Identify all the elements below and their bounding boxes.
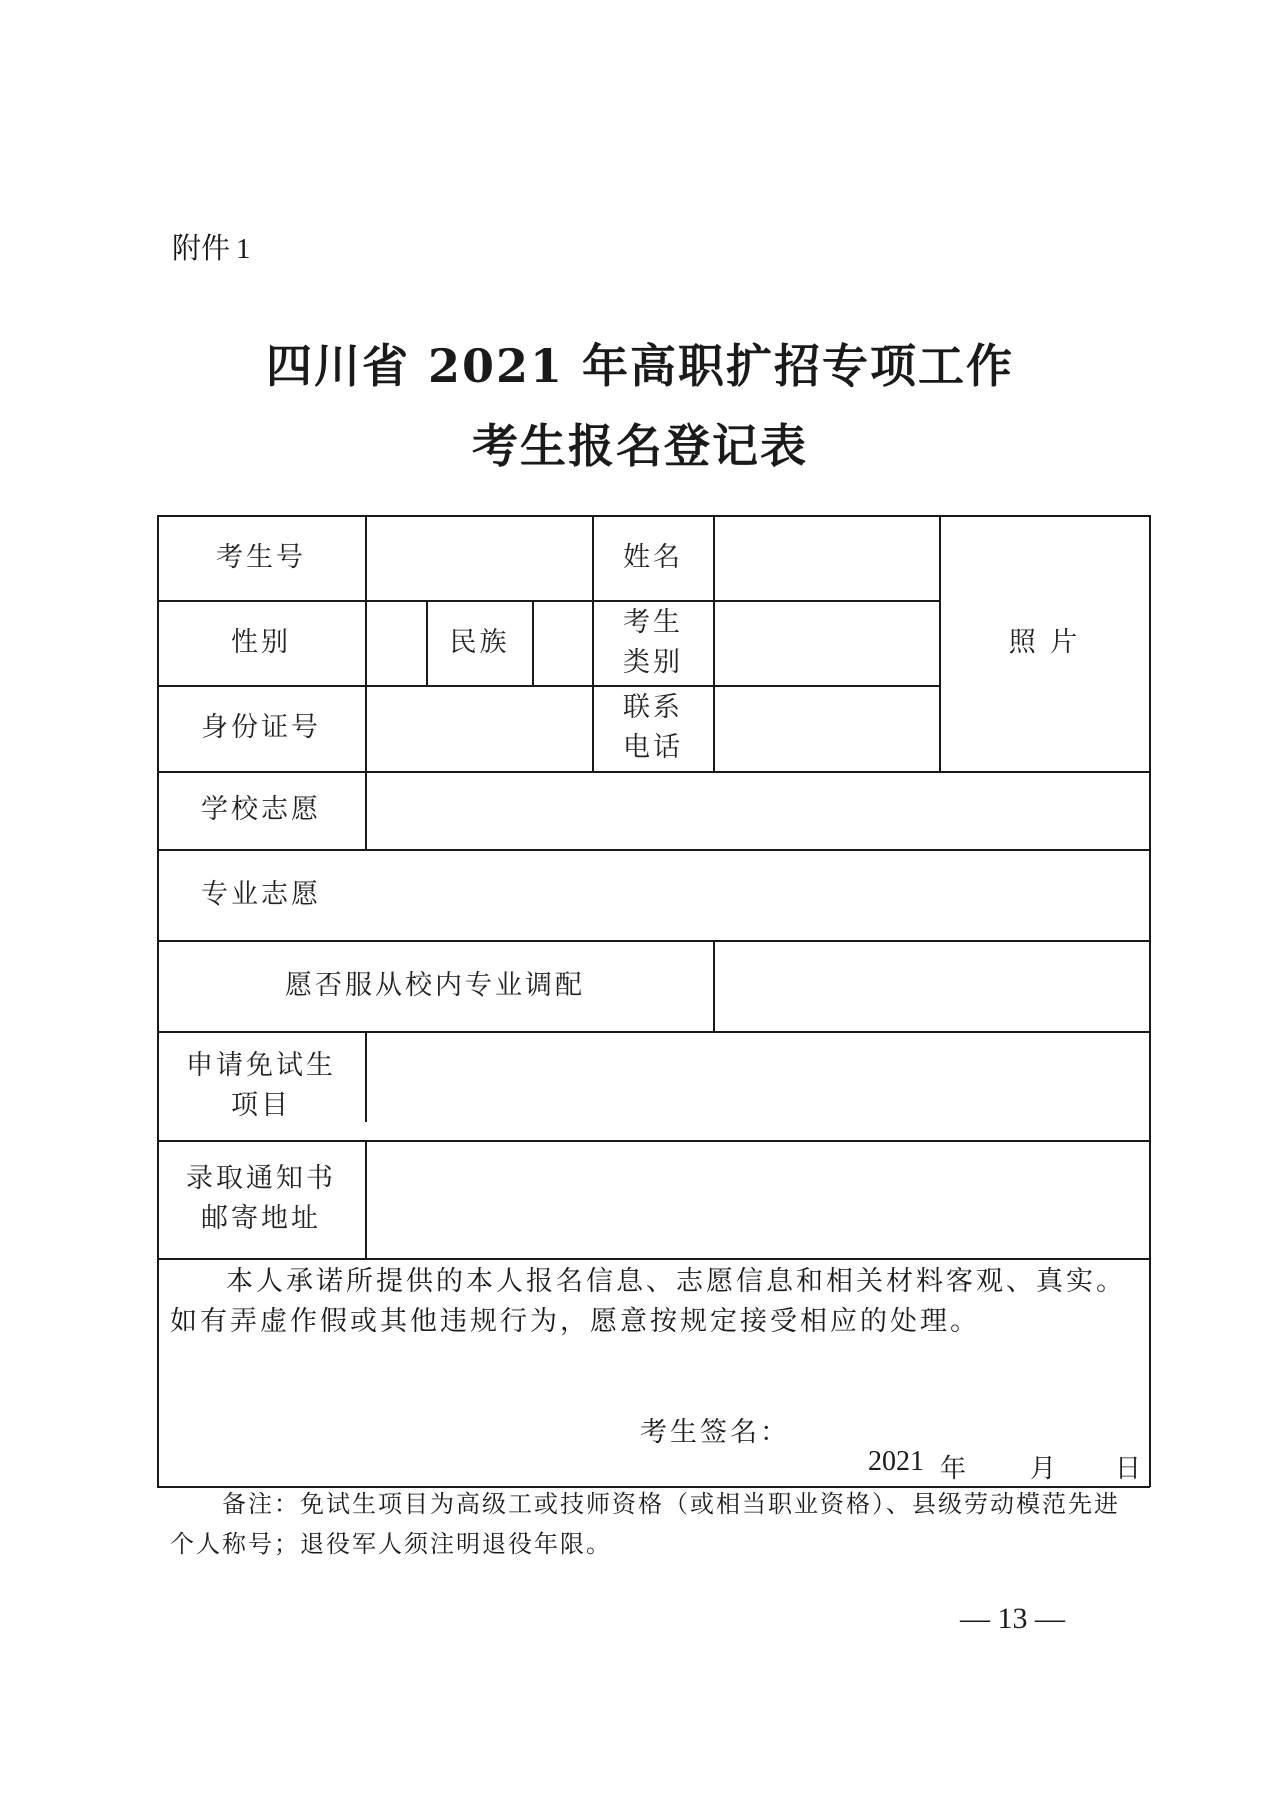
name-field[interactable] bbox=[714, 515, 939, 600]
ethnicity-label: 民族 bbox=[449, 626, 510, 658]
pledge-text: 本人承诺所提供的本人报名信息、志愿信息和相关材料客观、真实。如有弄虚作假或其他违规行为，愿意按规定接受相应的处理。 bbox=[170, 1266, 1126, 1337]
row-divider bbox=[157, 1258, 1150, 1260]
date-day-unit: 日 bbox=[1115, 1454, 1142, 1484]
exempt-label-line1: 申请免试生 bbox=[186, 1049, 336, 1081]
category-label-line2: 类别 bbox=[623, 646, 683, 678]
mailing-address-field[interactable] bbox=[366, 1140, 1149, 1258]
school-preference-field[interactable] bbox=[366, 771, 1149, 849]
phone-label bbox=[593, 685, 713, 771]
mail-label-line1: 录取通知书 bbox=[186, 1163, 336, 1194]
page-number: — 13 — bbox=[960, 1602, 1065, 1635]
school-preference-label: 学校志愿 bbox=[201, 794, 321, 825]
phone-label-line2: 电话 bbox=[623, 732, 683, 763]
remark-note: 备注：免试生项目为高级工或技师资格（或相当职业资格）、县级劳动模范先进个人称号；退役军人须注明退役年限。 bbox=[170, 1490, 1120, 1558]
adjustment-label: 愿否服从校内专业调配 bbox=[285, 969, 585, 1001]
phone-field[interactable] bbox=[714, 685, 939, 771]
adjustment-field[interactable] bbox=[714, 940, 1149, 1031]
attachment-number: 1 bbox=[236, 233, 251, 265]
gender-label: 性别 bbox=[231, 626, 291, 658]
form-title-line1: 四川省 2021 年高职扩招专项工作 bbox=[265, 339, 1015, 393]
attachment-label bbox=[172, 226, 251, 267]
signature-label: 考生签名： bbox=[640, 1417, 790, 1448]
category-field[interactable] bbox=[714, 600, 939, 685]
mail-label-line2: 邮寄地址 bbox=[201, 1203, 321, 1234]
photo-box bbox=[940, 515, 1149, 771]
attachment-text: 附件 bbox=[172, 231, 231, 265]
date-month-unit: 月 bbox=[1030, 1454, 1057, 1484]
mailing-address-label bbox=[157, 1140, 365, 1258]
exempt-project-field[interactable] bbox=[366, 1031, 1149, 1140]
photo-label: 照 片 bbox=[1008, 627, 1081, 658]
category-label bbox=[593, 600, 713, 685]
id-number-field[interactable] bbox=[366, 685, 592, 771]
phone-label-line1: 联系 bbox=[623, 692, 683, 723]
exempt-label-line2: 项目 bbox=[231, 1089, 291, 1121]
date-year-unit: 年 bbox=[940, 1454, 967, 1484]
major-preference-field[interactable] bbox=[366, 849, 1149, 940]
id-number-label: 身份证号 bbox=[201, 712, 321, 743]
exam-number-label: 考生号 bbox=[216, 541, 306, 573]
category-label-line1: 考生 bbox=[623, 606, 683, 638]
form-title-line2: 考生报名登记表 bbox=[472, 419, 808, 473]
ethnicity-field[interactable] bbox=[533, 600, 592, 685]
exempt-project-label bbox=[157, 1031, 365, 1140]
major-preference-label: 专业志愿 bbox=[201, 878, 321, 910]
gender-field[interactable] bbox=[366, 600, 426, 685]
exam-number-field[interactable] bbox=[366, 515, 592, 600]
date-year: 2021 bbox=[868, 1446, 924, 1477]
name-label: 姓名 bbox=[623, 541, 683, 573]
